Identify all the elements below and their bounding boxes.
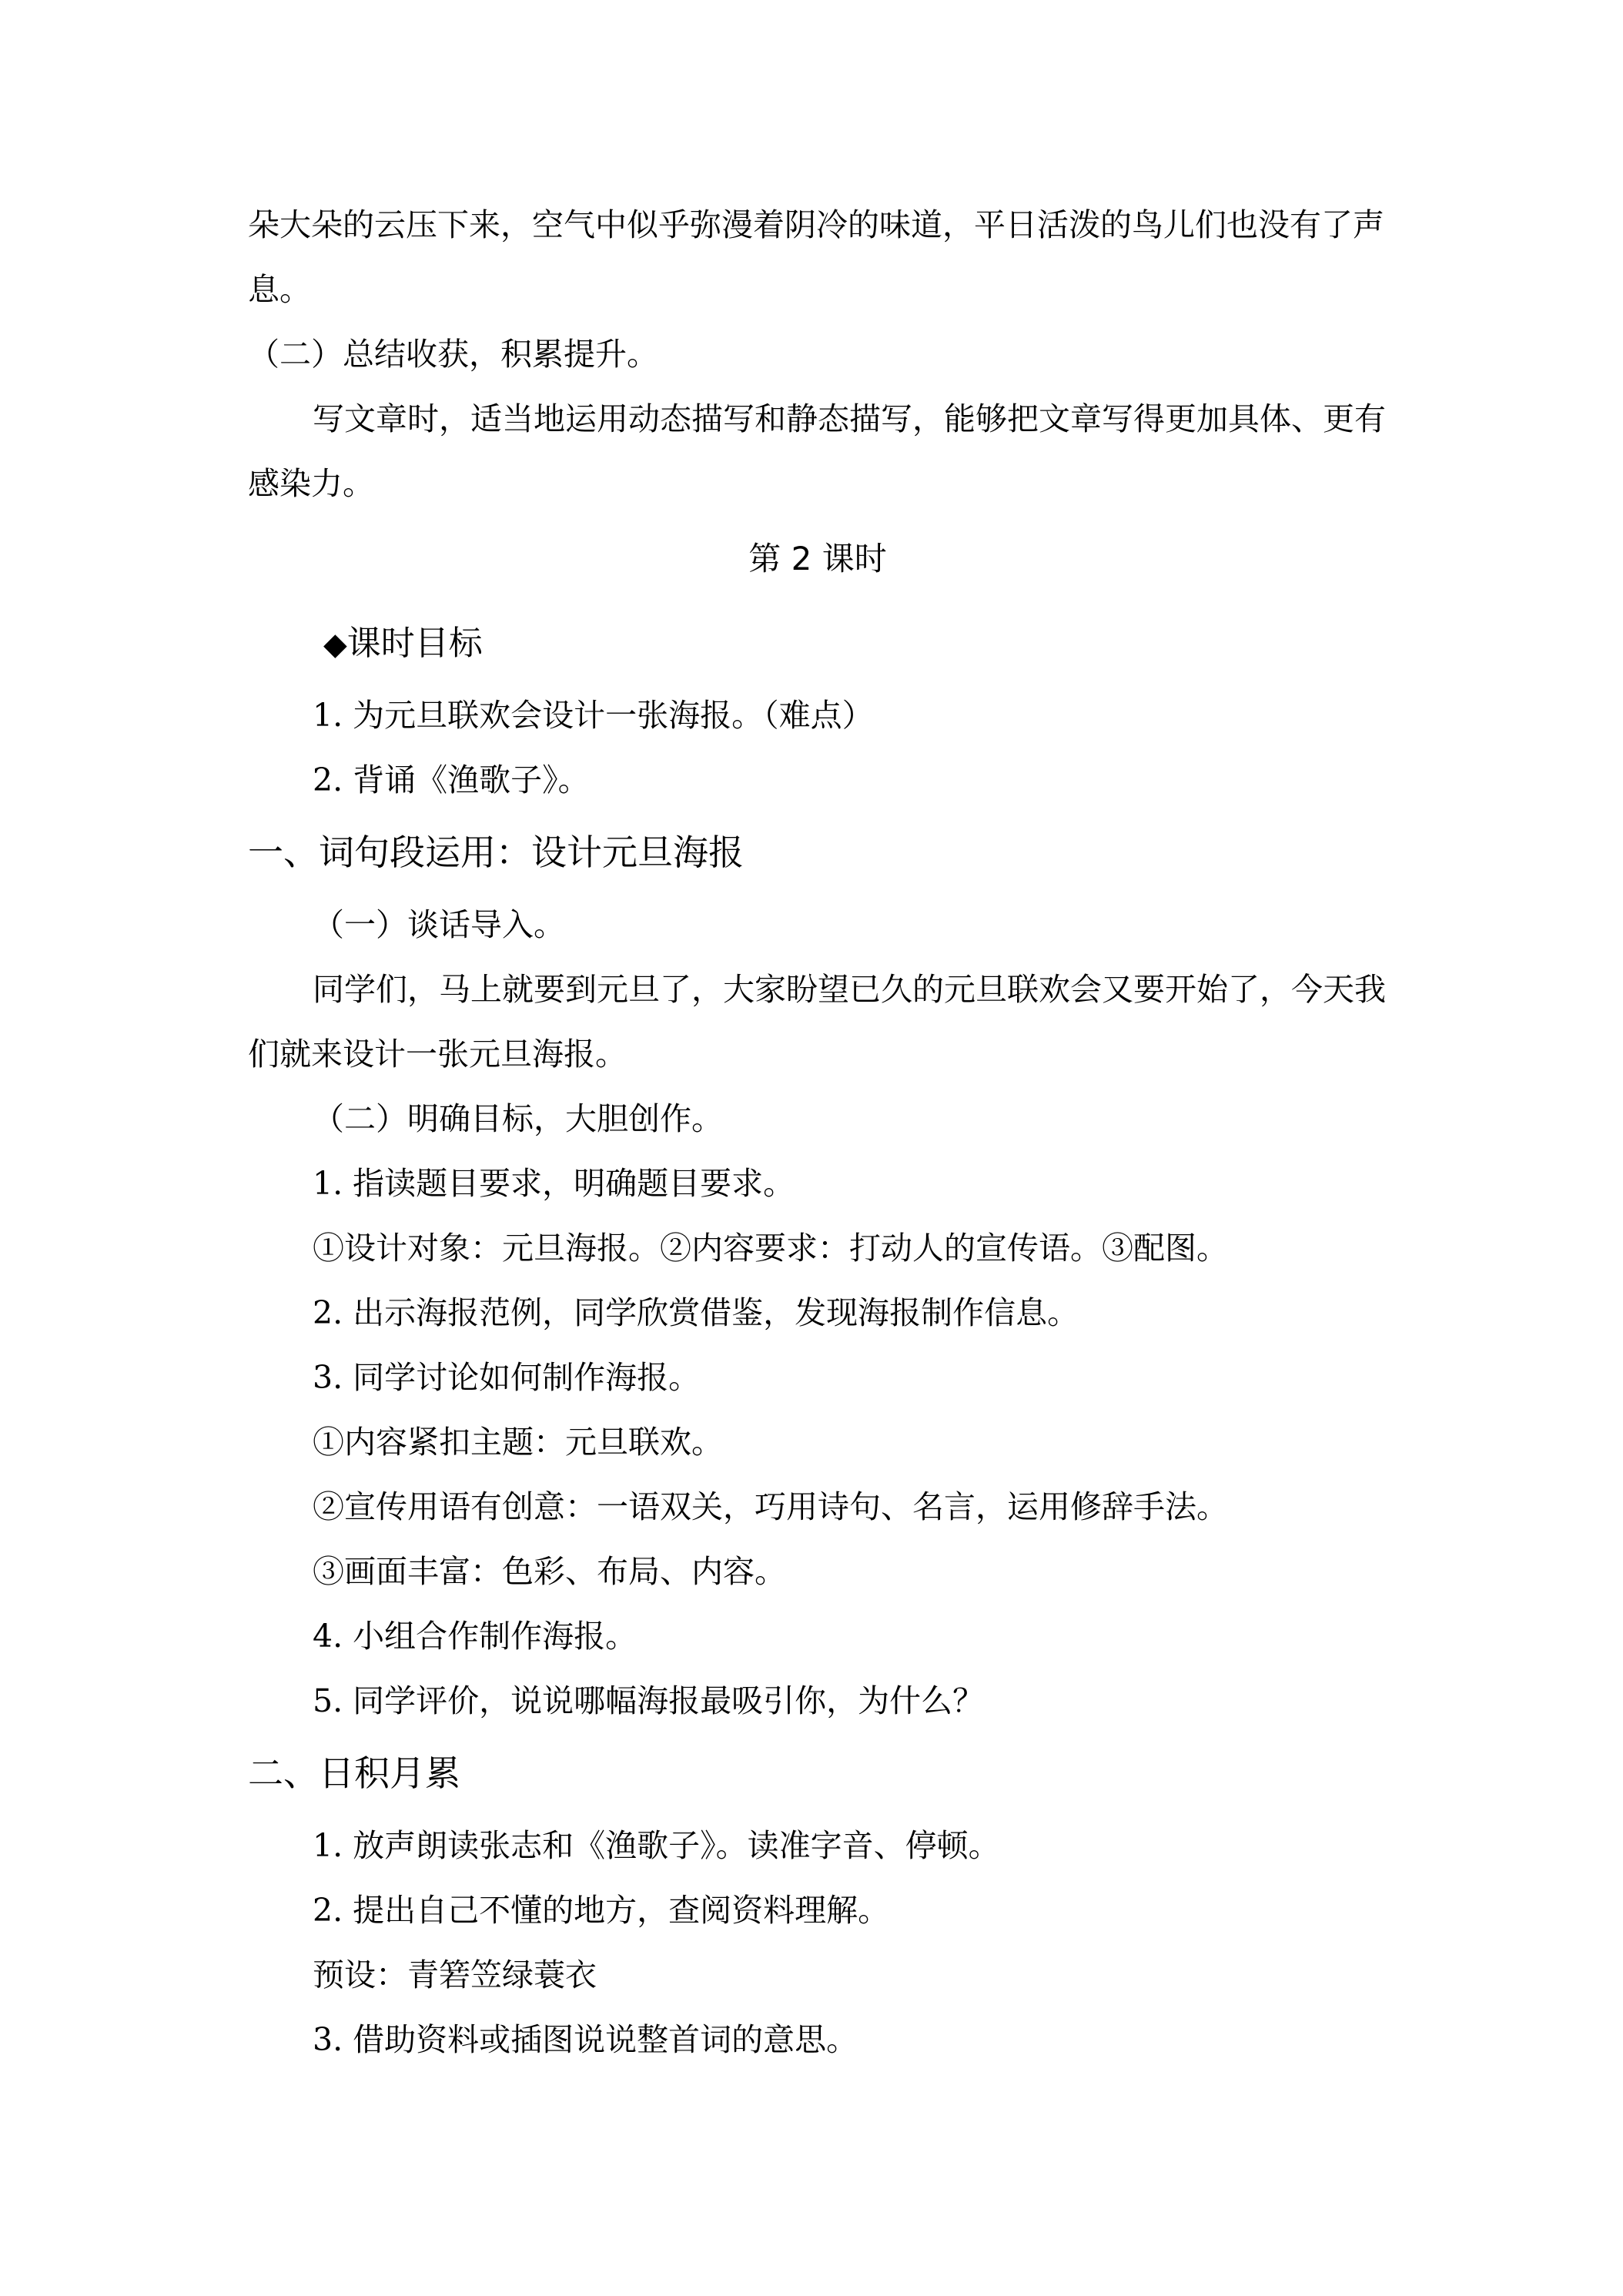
list-item: 1. 放声朗读张志和《渔歌子》。读准字音、停顿。 — [313, 1827, 1000, 1864]
list-item: （一）谈话导入。 — [313, 906, 565, 943]
list-item: （二）明确目标，大胆创作。 — [313, 1100, 723, 1137]
goals-title: 课时目标 — [346, 624, 483, 663]
paragraph-continued: 朵大朵的云压下来，空气中似乎弥漫着阴冷的味道，平日活泼的鸟儿们也没有了声息。 — [248, 206, 1384, 308]
list-item: 4. 小组合作制作海报。 — [313, 1618, 637, 1655]
lesson-title: 第 2 课时 — [748, 540, 887, 577]
list-item: 2. 出示海报范例，同学欣赏借鉴，发现海报制作信息。 — [313, 1294, 1079, 1331]
list-item: 5. 同学评价，说说哪幅海报最吸引你，为什么？ — [313, 1682, 985, 1719]
list-item: 2. 提出自己不懂的地方，查阅资料理解。 — [313, 1892, 890, 1929]
list-item: ③画面丰富：色彩、布局、内容。 — [313, 1553, 786, 1590]
list-item: 1. 指读题目要求，明确题目要求。 — [313, 1165, 795, 1202]
list-item: ①设计对象：元旦海报。②内容要求：打动人的宣传语。③配图。 — [313, 1230, 1228, 1267]
goal-item: 2. 背诵《渔歌子》。 — [313, 761, 590, 798]
list-item: 3. 同学讨论如何制作海报。 — [313, 1359, 701, 1396]
subheading-summary: （二）总结收获，积累提升。 — [248, 336, 658, 373]
goals-heading — [248, 605, 1387, 683]
section-title: 二、日积月累 — [248, 1752, 460, 1794]
document-page — [248, 192, 1387, 2072]
paragraph-summary: 写文章时，适当地运用动态描写和静态描写，能够把文章写得更加具体、更有感染力。 — [248, 400, 1386, 502]
goal-item: 1. 为元旦联欢会设计一张海报。（难点） — [313, 697, 874, 734]
paragraph: 同学们，马上就要到元旦了，大家盼望已久的元旦联欢会又要开始了，今天我们就来设计一张元旦海报。 — [248, 971, 1386, 1073]
section-title: 一、词句段运用：设计元旦海报 — [248, 832, 744, 873]
list-item: ①内容紧扣主题：元旦联欢。 — [313, 1424, 723, 1461]
list-item: 3. 借助资料或插图说说整首词的意思。 — [313, 2021, 858, 2058]
diamond-icon: ◆ — [323, 627, 347, 662]
list-item: ②宣传用语有创意：一语双关，巧用诗句、名言，运用修辞手法。 — [313, 1488, 1228, 1525]
list-item: 预设：青箬笠绿蓑衣 — [313, 1956, 597, 1993]
